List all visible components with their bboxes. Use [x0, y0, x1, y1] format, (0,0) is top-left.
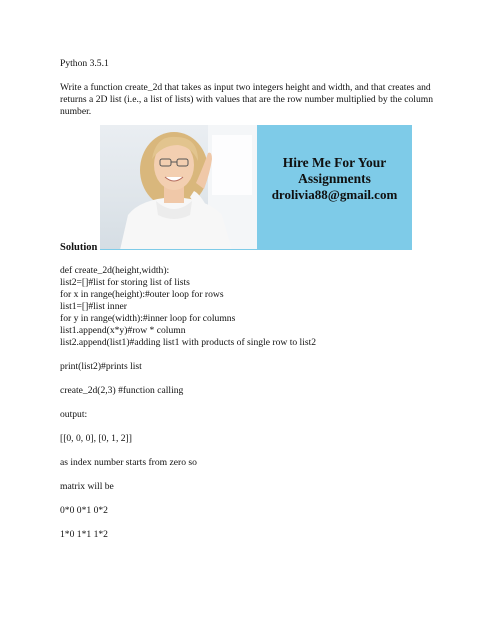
- banner-text: [257, 155, 412, 203]
- code-line-3: for x in range(height):#outer loop for rows: [60, 289, 224, 300]
- advert-banner: [100, 125, 412, 250]
- code-line-6: list1.append(x*y)#row * column: [60, 325, 186, 336]
- solution-underline: [100, 249, 412, 250]
- output-label: output:: [60, 409, 88, 420]
- python-version: Python 3.5.1: [60, 58, 109, 69]
- matrix-label: matrix will be: [60, 481, 114, 492]
- note-line: as index number starts from zero so: [60, 457, 197, 468]
- question-text: Write a function create_2d that takes as input two integers height and width, and that creates and returns a 2D list (i.e., a list of lists) with values that are the row number multiplied by the column number.: [60, 82, 434, 118]
- matrix-row-1: 0*0 0*1 0*2: [60, 505, 108, 516]
- code-line-1: def create_2d(height,width):: [60, 265, 170, 276]
- code-line-5: for y in range(width):#inner loop for columns: [60, 313, 236, 324]
- output-value: [[0, 0, 0], [0, 1, 2]]: [60, 433, 132, 444]
- banner-email: drolivia88@gmail.com: [271, 187, 398, 202]
- woman-photo: [100, 125, 257, 250]
- call-line: create_2d(2,3) #function calling: [60, 385, 184, 396]
- solution-heading: Solution: [60, 242, 98, 253]
- banner-line-2: Assignments: [298, 171, 371, 186]
- code-line-7: list2.append(list1)#adding list1 with products of single row to list2: [60, 337, 317, 348]
- code-line-4: list1=[]#list inner: [60, 301, 127, 312]
- banner-line-1: Hire Me For Your: [282, 155, 387, 170]
- code-line-2: list2=[]#list for storing list of lists: [60, 277, 190, 288]
- woman-with-glasses-picture: [100, 125, 257, 250]
- matrix-row-2: 1*0 1*1 1*2: [60, 529, 108, 540]
- print-line: print(list2)#prints list: [60, 361, 142, 372]
